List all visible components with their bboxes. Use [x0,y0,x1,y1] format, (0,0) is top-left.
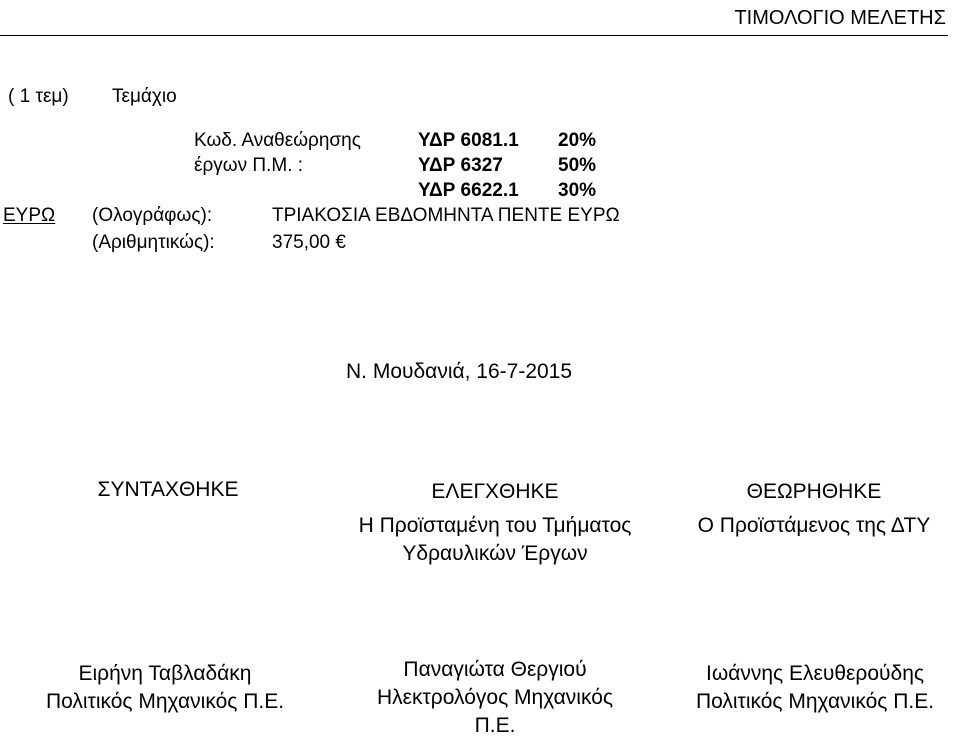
currency-label: ΕΥΡΩ [3,205,56,226]
signature-person-approved [672,660,958,716]
unit-quantity: ( 1 τεμ) [8,86,69,107]
header-divider [0,35,948,36]
signature-block-prepared [48,478,288,502]
price-words-label: (Ολογράφως): [92,205,213,226]
signatory-name: Ιωάννης Ελευθερούδης [706,662,924,685]
unit-name: Τεμάχιο [112,86,177,107]
price-words-value: ΤΡΙΑΚΟΣΙΑ ΕΒΔΟΜΗΝΤΑ ΠΕΝΤΕ ΕΥΡΩ [272,205,620,226]
revision-label-line2: έργων Π.Μ. : [194,155,304,176]
signatory-title: Ηλεκτρολόγος Μηχανικός [376,686,614,709]
revision-percent: 50% [558,155,597,176]
revision-code: ΥΔΡ 6622.1 [418,180,519,201]
signature-block-approved [672,478,956,540]
signatory-name: Παναγιώτα Θεργιού [403,658,587,681]
revision-code: ΥΔΡ 6327 [418,155,503,176]
signature-heading: ΕΛΕΓΧΘΗΚΕ [431,480,559,503]
signatory-title: Πολιτικός Μηχανικός Π.Ε. [695,690,935,713]
signatory-title-line2: Π.Ε. [474,714,516,737]
signatory-role-line1: Ο Προϊστάμενος της ΔΤΥ [697,514,931,537]
signature-heading: ΘΕΩΡΗΘΗΚΕ [746,480,882,503]
price-numeric-value: 375,00 € [272,232,346,253]
signature-block-checked [330,478,660,568]
price-numeric-label: (Αριθμητικώς): [92,232,215,253]
revision-percent: 20% [558,130,597,151]
signature-person-checked [330,656,660,740]
signatory-role-line1: Η Προϊσταμένη του Τμήματος [358,514,632,537]
place-date: Ν. Μουδανιά, 16-7-2015 [346,360,573,383]
signatory-name: Ειρήνη Ταβλαδάκη [78,662,252,685]
signature-heading: ΣΥΝΤΑΧΘΗΚΕ [97,478,239,501]
document-title: ΤΙΜΟΛΟΓΙΟ ΜΕΛΕΤΗΣ [734,7,946,29]
signature-person-prepared [20,660,310,716]
revision-label-line1: Κωδ. Αναθεώρησης [194,130,361,151]
revision-code: ΥΔΡ 6081.1 [418,130,519,151]
revision-percent: 30% [558,180,597,201]
signatory-title: Πολιτικός Μηχανικός Π.Ε. [45,690,285,713]
signatory-role-line2: Υδραυλικών Έργων [402,542,588,565]
